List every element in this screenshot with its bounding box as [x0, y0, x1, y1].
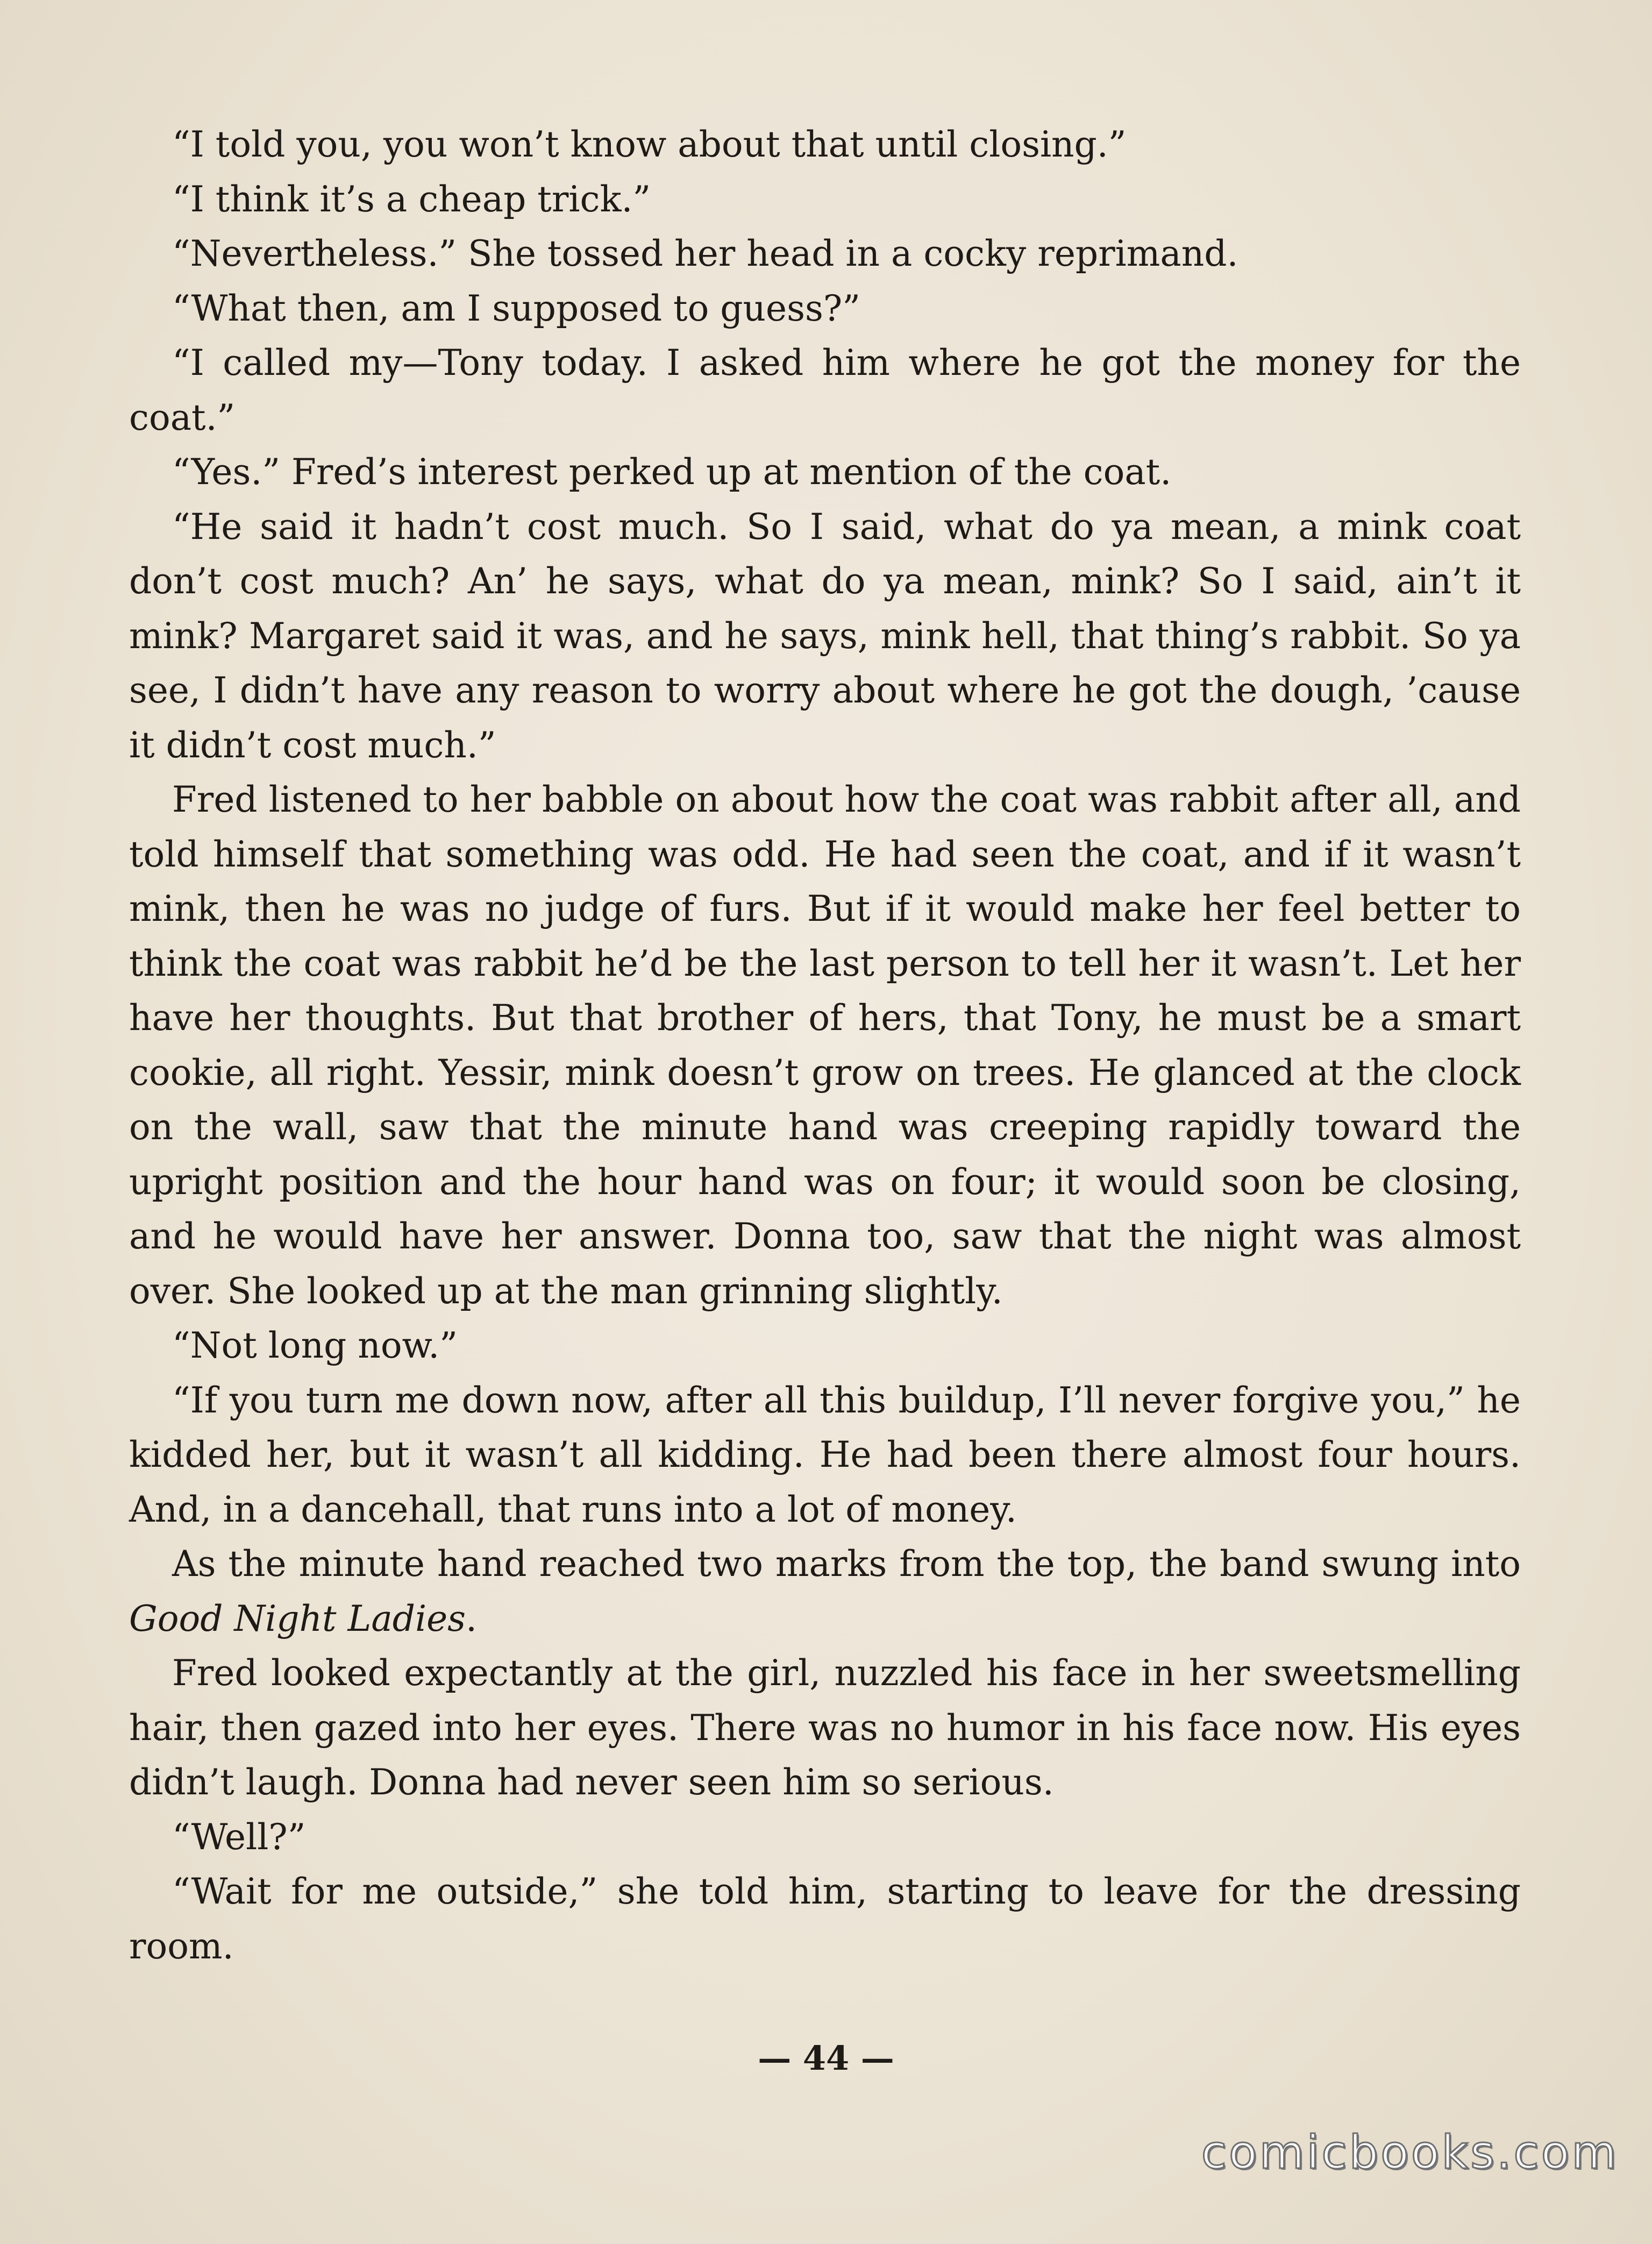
paragraph: “Wait for me outside,” she told him, starting to leave for the dressing room. — [129, 1871, 1521, 1967]
paragraph: “I called my—Tony today. I asked him where he got the money for the coat.” — [129, 342, 1521, 438]
paragraph: “I told you, you won’t know about that until closing.” — [172, 124, 1127, 165]
paragraph: “Well?” — [172, 1816, 306, 1858]
paragraph: “I think it’s a cheap trick.” — [172, 178, 651, 220]
band-text-before: As the minute hand reached two marks from the top, the band swung into — [172, 1543, 1521, 1585]
paragraph-band — [129, 1537, 1521, 1646]
paragraph: “If you turn me down now, after all this buildup, I’ll never forgive you,” he kidded her, but it wasn’t all kidding. He had been there almost four hours. And, in a dancehall, that runs into a lot of money. — [129, 1379, 1521, 1530]
paragraph: “Nevertheless.” She tossed her head in a cocky reprimand. — [172, 233, 1238, 274]
body-text — [129, 117, 1521, 1973]
paragraph: “Yes.” Fred’s interest perked up at mention of the coat. — [172, 451, 1172, 493]
page-number: — 44 — — [758, 2039, 894, 2078]
paragraph: Fred looked expectantly at the girl, nuzzled his face in her sweetsmelling hair, then gazed into her eyes. There was no humor in his face now. His eyes didn’t laugh. Donna had never seen him so serious. — [129, 1652, 1521, 1803]
paragraph: “Not long now.” — [172, 1325, 458, 1366]
band-text-after: . — [466, 1597, 477, 1639]
watermark-logo: comicbooks.com — [1201, 2126, 1619, 2179]
paragraph: Fred listened to her babble on about how the coat was rabbit after all, and told himself that something was odd. He had seen the coat, and if it wasn’t mink, then he was no judge of furs. But if it would make her feel better to think the coat was rabbit he’d be the last person to tell her it wasn’t. Let her have her thoughts. But that brother of hers, that Tony, he must be a smart cookie, all right. Yessir, mink doesn’t grow on trees. He glanced at the clock on the wall, saw that the minute hand was creeping rapidly toward the upright position and the hour hand was on four; it would soon be closing, and he would have her answer. Donna too, saw that the night was almost over. She looked up at the man grinning slightly. — [129, 779, 1521, 1312]
song-title: Good Night Ladies — [129, 1597, 466, 1639]
paragraph: “What then, am I supposed to guess?” — [172, 287, 860, 329]
paragraph: “He said it hadn’t cost much. So I said, what do ya mean, a mink coat don’t cost much? An’ he says, what do ya mean, mink? So I said, ain’t it mink? Margaret said it was, and he says, mink hell, that thing’s rabbit. So ya see, I didn’t have any reason to worry about where he got the dough, ’cause it didn’t cost much.” — [129, 506, 1521, 766]
